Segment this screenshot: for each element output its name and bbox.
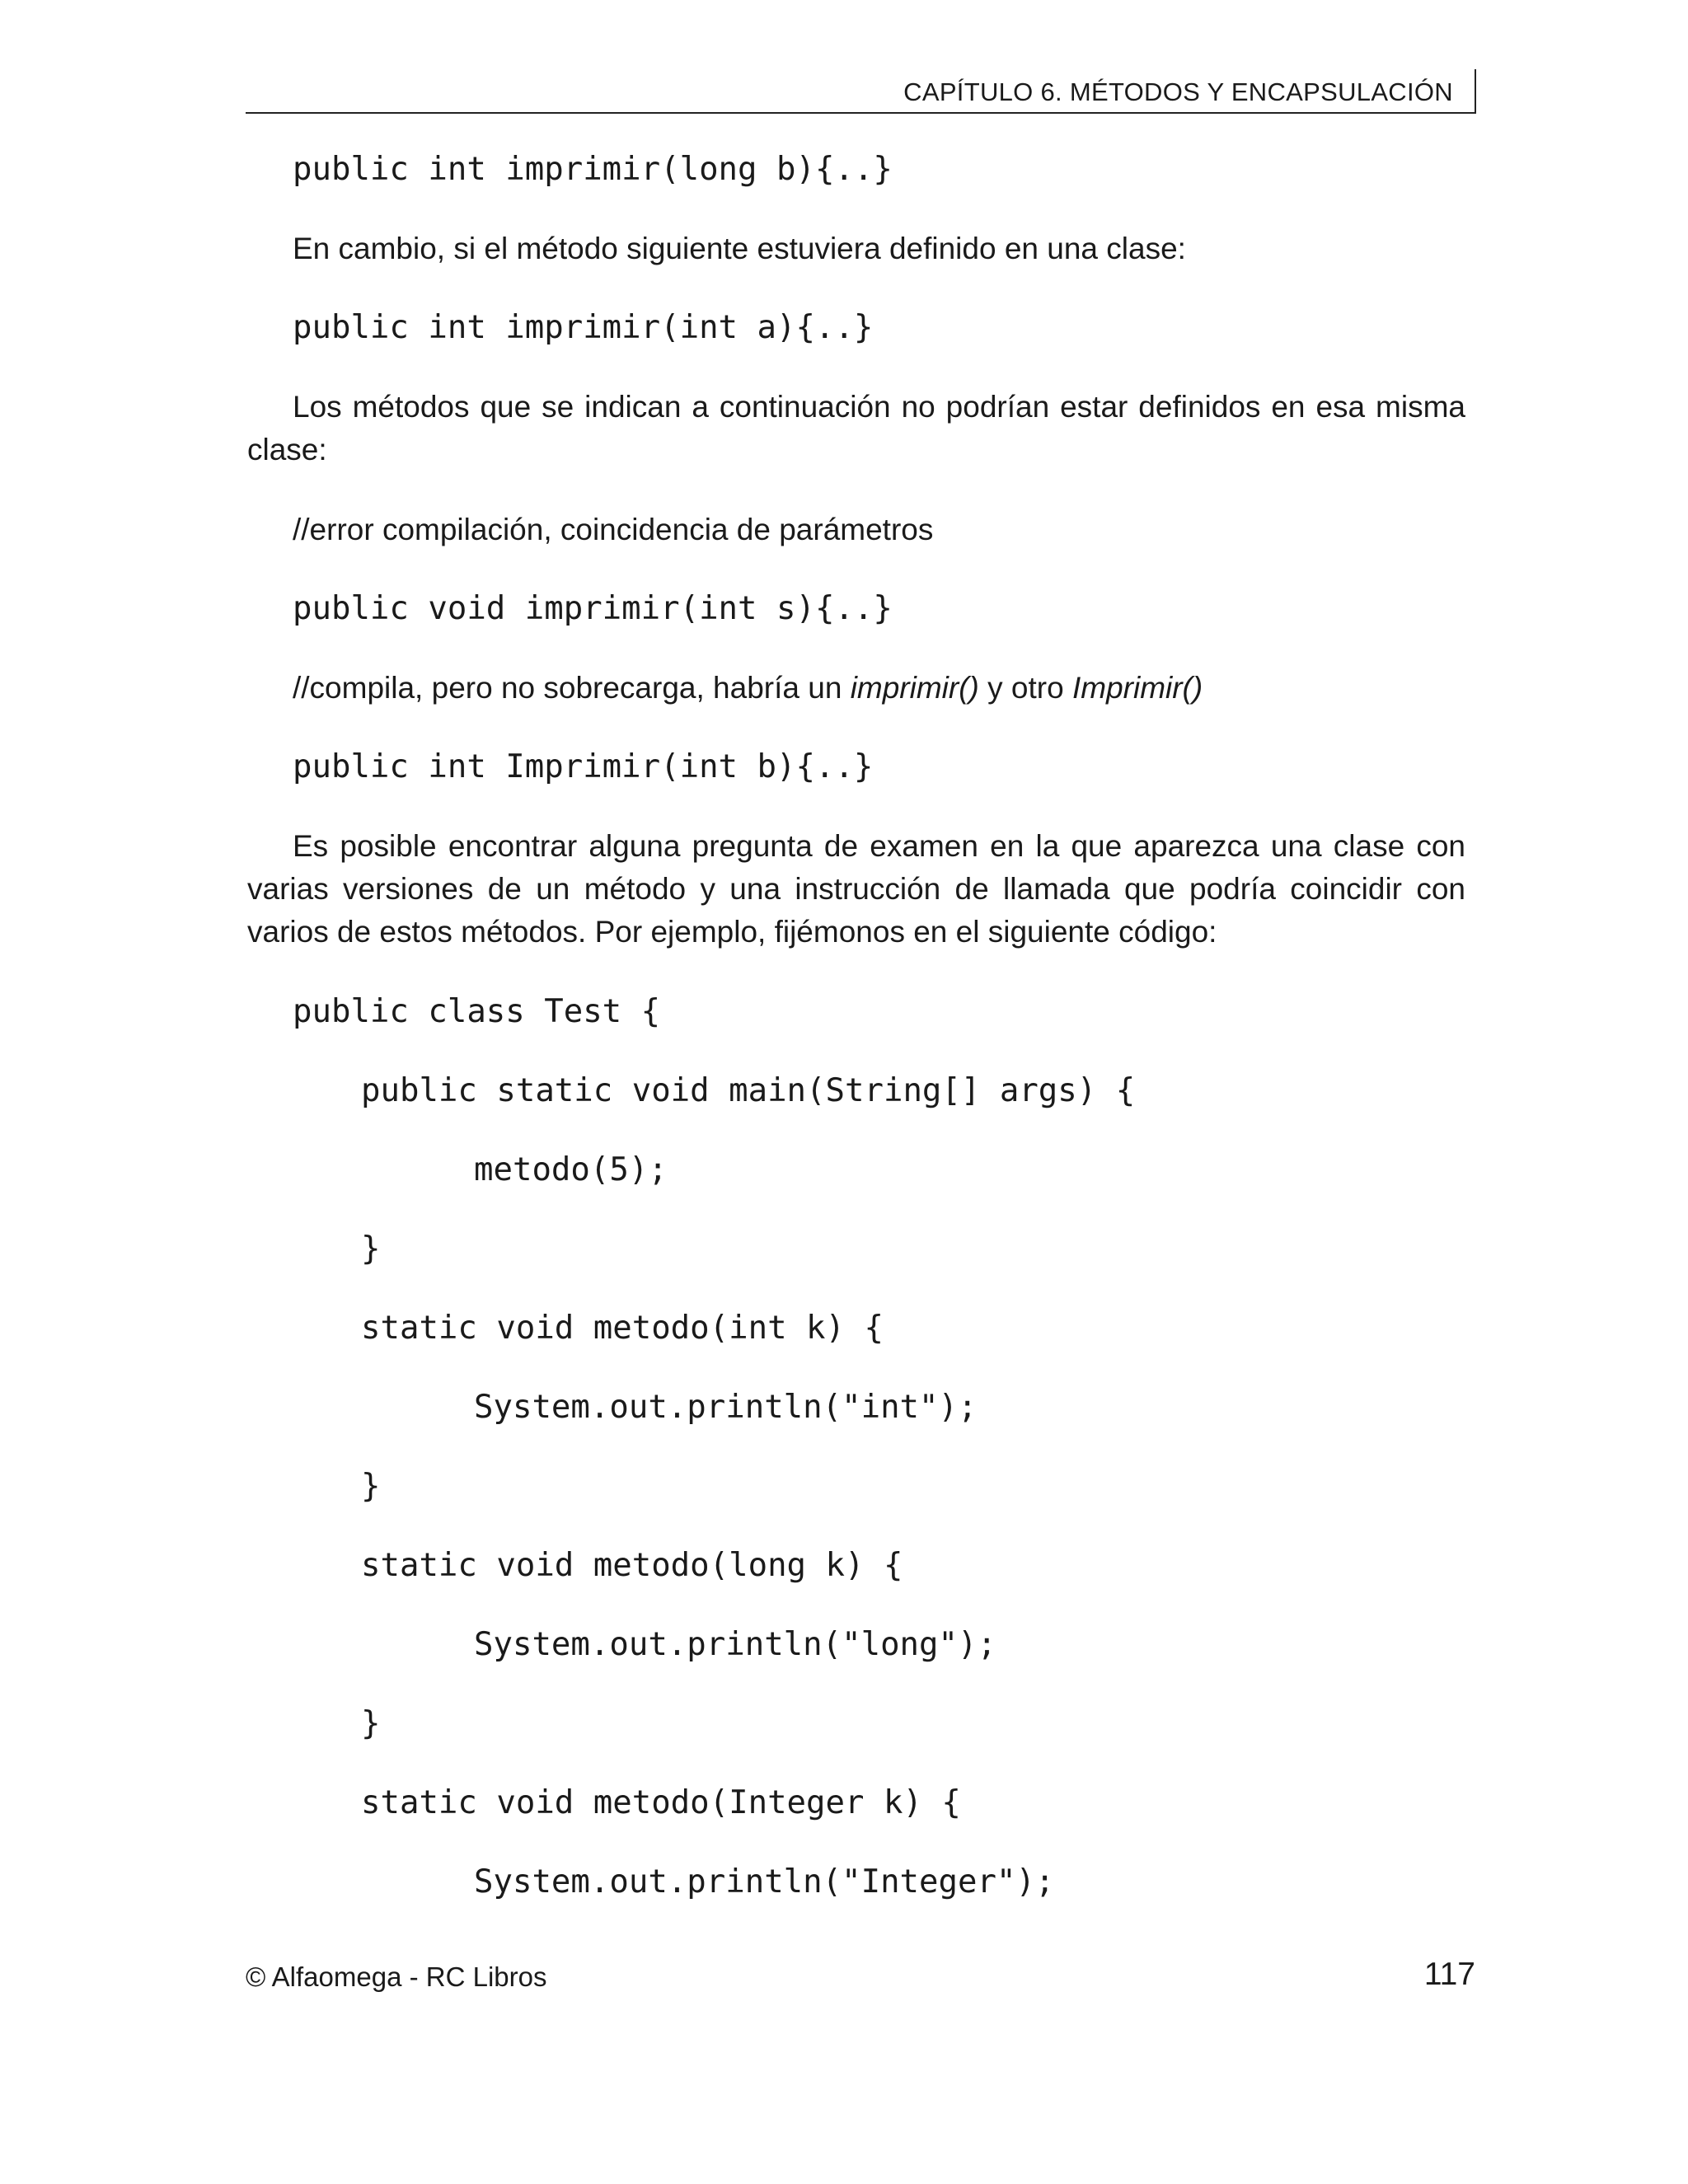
comment-italic-method: Imprimir() bbox=[1071, 671, 1203, 705]
paragraph: Es posible encontrar alguna pregunta de examen en la que aparezca una clase con varias versiones de un método y una instrucción de llamada que podría coincidir con varios de estos métodos. Por ejemplo, fijémonos en el siguiente código: bbox=[247, 829, 1465, 949]
code-comment: //error compilación, coincidencia de parámetros bbox=[293, 513, 934, 546]
code-line: } bbox=[361, 1705, 381, 1742]
code-line: System.out.println("Integer"); bbox=[474, 1863, 1055, 1900]
code-line: public void imprimir(int s){..} bbox=[293, 590, 893, 627]
code-line: public int Imprimir(int b){..} bbox=[293, 748, 874, 785]
comment-text: y otro bbox=[978, 671, 1072, 705]
code-line: public int imprimir(int a){..} bbox=[293, 309, 874, 346]
header-rule-vertical bbox=[1475, 69, 1476, 112]
page-number: 117 bbox=[1423, 1957, 1475, 1992]
code-line: metodo(5); bbox=[474, 1151, 668, 1188]
footer-publisher: © Alfaomega - RC Libros bbox=[246, 1961, 547, 1992]
code-line: static void metodo(Integer k) { bbox=[361, 1784, 961, 1821]
comment-italic-method: imprimir() bbox=[850, 671, 979, 705]
code-listing bbox=[247, 991, 1465, 1904]
chapter-title: CAPÍTULO 6. MÉTODOS Y ENCAPSULACIÓN bbox=[903, 77, 1453, 106]
running-header bbox=[246, 69, 1476, 114]
code-line: } bbox=[361, 1230, 381, 1268]
paragraph: Los métodos que se indican a continuación no podrían estar definidos en esa misma clase: bbox=[247, 390, 1465, 466]
code-line: static void metodo(int k) { bbox=[361, 1310, 884, 1347]
code-line: static void metodo(long k) { bbox=[361, 1547, 903, 1584]
paragraph: En cambio, si el método siguiente estuviera definido en una clase: bbox=[293, 232, 1186, 265]
code-line: System.out.println("long"); bbox=[474, 1626, 996, 1663]
code-line: System.out.println("int"); bbox=[474, 1389, 978, 1426]
comment-text: //compila, pero no sobrecarga, habría un bbox=[293, 671, 851, 705]
code-line: } bbox=[361, 1468, 381, 1505]
page-body bbox=[247, 148, 1465, 1904]
code-comment bbox=[247, 667, 1465, 710]
code-line: public int imprimir(long b){..} bbox=[293, 151, 893, 188]
code-line: public class Test { bbox=[293, 993, 661, 1030]
code-line: public static void main(String[] args) { bbox=[361, 1072, 1136, 1109]
